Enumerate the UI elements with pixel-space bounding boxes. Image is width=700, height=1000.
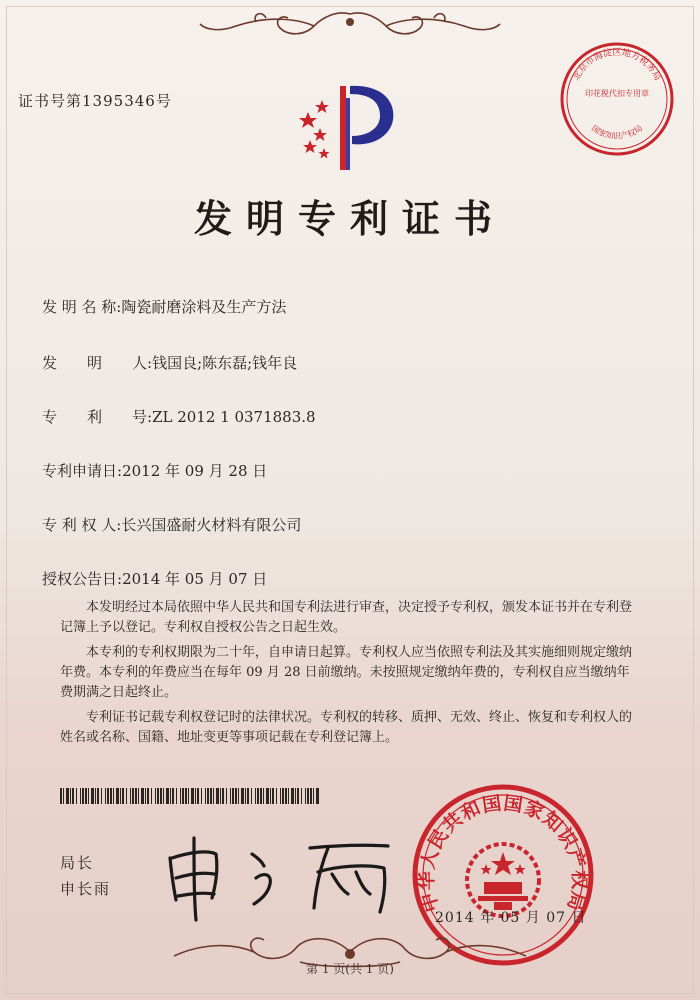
- page-number: 第 1 页(共 1 页): [306, 962, 394, 976]
- field-value: 2012 年 09 月 28 日: [122, 462, 268, 480]
- barcode-bar: [210, 788, 212, 804]
- barcode-bar: [297, 788, 299, 804]
- barcode-bar: [263, 788, 264, 804]
- handwritten-signature: [160, 828, 410, 923]
- barcode-bar: [151, 788, 152, 804]
- barcode-bar: [195, 788, 196, 804]
- barcode-bar: [130, 788, 131, 804]
- field-value: 陶瓷耐磨涂料及生产方法: [121, 298, 287, 316]
- barcode-bar: [307, 788, 309, 804]
- barcode-bar: [285, 788, 287, 804]
- barcode-bar: [226, 788, 227, 804]
- body-paragraph-2: 本专利的专利权期限为二十年，自申请日起算。专利权人应当依照专利法及其实施细则规定缴纳年费。本专利的年费应当在每年 09 月 28 日前缴纳。未按照规定缴纳年费的，专利权自应当缴纳年费期满之日起终止。: [60, 645, 633, 700]
- barcode-bar: [138, 788, 139, 804]
- barcode-bar: [191, 788, 194, 804]
- barcode-bar: [135, 788, 137, 804]
- barcode-bar: [232, 788, 234, 804]
- barcode-bar: [291, 788, 294, 804]
- barcode-bar: [310, 788, 312, 804]
- certificate-number-value: 1395346: [82, 92, 156, 110]
- certificate-title: 发明专利证书: [193, 197, 506, 241]
- certificate-number-label: 证书号第: [18, 92, 83, 110]
- barcode: [60, 788, 320, 804]
- signatory-title: 局长: [60, 854, 95, 872]
- barcode-bar: [305, 788, 306, 804]
- barcode-bar: [95, 788, 96, 804]
- barcode-bar: [66, 788, 69, 804]
- barcode-bar: [82, 788, 84, 804]
- field-patent-number: [42, 406, 316, 427]
- barcode-bar: [176, 788, 177, 804]
- barcode-bar: [101, 788, 102, 804]
- barcode-bar: [163, 788, 164, 804]
- signatory-name: 申长雨: [60, 880, 112, 898]
- barcode-bar: [166, 788, 169, 804]
- field-grant-date: [42, 568, 267, 589]
- barcode-bar: [172, 788, 174, 804]
- certificate-body: [60, 598, 640, 753]
- barcode-bar: [147, 788, 149, 804]
- barcode-bar: [70, 788, 71, 804]
- tax-seal-center-text: 印花税代扣专用章: [585, 89, 649, 98]
- barcode-bar: [110, 788, 112, 804]
- barcode-bar: [282, 788, 284, 804]
- barcode-bar: [160, 788, 162, 804]
- barcode-bar: [238, 788, 239, 804]
- barcode-bar: [105, 788, 106, 804]
- field-label: 专 利 号:: [42, 408, 153, 426]
- patent-office-logo: [288, 78, 408, 174]
- barcode-bar: [220, 788, 221, 804]
- barcode-bar: [91, 788, 94, 804]
- barcode-bar: [157, 788, 159, 804]
- certificate-number-suffix: 号: [155, 92, 172, 110]
- barcode-bar: [132, 788, 134, 804]
- barcode-bar: [230, 788, 231, 804]
- barcode-bar: [116, 788, 119, 804]
- barcode-bar: [247, 788, 249, 804]
- seal-date: 2014 年 05 月 07 日: [435, 910, 587, 926]
- barcode-bar: [85, 788, 87, 804]
- tax-seal-top-text: 北京市海淀区地方税务局: [571, 47, 663, 83]
- barcode-bar: [295, 788, 296, 804]
- barcode-bar: [201, 788, 202, 804]
- field-patentee: [42, 514, 301, 535]
- field-label: 专 利 权 人:: [42, 516, 122, 534]
- tax-seal: [558, 40, 676, 158]
- barcode-bar: [60, 788, 62, 804]
- barcode-bar: [122, 788, 124, 804]
- barcode-bar: [270, 788, 271, 804]
- official-seal-text: 中华人民共和国国家知识产权局: [415, 792, 591, 915]
- barcode-bar: [213, 788, 214, 804]
- field-inventors: [42, 352, 297, 373]
- svg-text:国家知识产权局: [590, 124, 644, 141]
- barcode-bar: [80, 788, 81, 804]
- field-value: 2014 年 05 月 07 日: [122, 570, 268, 588]
- national-emblem-icon: [467, 844, 539, 916]
- barcode-bar: [255, 788, 256, 804]
- barcode-bar: [272, 788, 274, 804]
- barcode-bar: [88, 788, 89, 804]
- barcode-bar: [170, 788, 171, 804]
- barcode-bar: [235, 788, 237, 804]
- barcode-bar: [280, 788, 281, 804]
- barcode-bar: [257, 788, 259, 804]
- field-application-date: [42, 460, 267, 481]
- barcode-bar: [205, 788, 206, 804]
- body-paragraph-1: 本发明经过本局依照中华人民共和国专利法进行审查，决定授予专利权，颁发本证书并在专利登记簿上予以登记。专利权自授权公告之日起生效。: [60, 600, 633, 635]
- field-value: 钱国良;陈东磊;钱年良: [152, 354, 298, 372]
- barcode-bar: [251, 788, 252, 804]
- barcode-bar: [97, 788, 99, 804]
- barcode-bar: [76, 788, 77, 804]
- barcode-bar: [141, 788, 144, 804]
- barcode-bar: [207, 788, 209, 804]
- barcode-bar: [107, 788, 109, 804]
- field-label: 发 明 名 称:: [42, 298, 122, 316]
- barcode-bar: [222, 788, 224, 804]
- body-paragraph-3: 专利证书记载专利权登记时的法律状况。专利权的转移、质押、无效、终止、恢复和专利权人的姓名或名称、国籍、地址变更等事项记载在专利登记簿上。: [60, 710, 633, 745]
- barcode-bar: [216, 788, 219, 804]
- field-value: ZL 2012 1 0371883.8: [152, 408, 316, 426]
- top-ornament: [196, 8, 504, 42]
- field-label: 专利申请日:: [42, 462, 123, 480]
- barcode-bar: [245, 788, 246, 804]
- barcode-bar: [63, 788, 64, 804]
- barcode-bar: [241, 788, 244, 804]
- barcode-bar: [316, 788, 319, 804]
- barcode-bar: [126, 788, 127, 804]
- barcode-bar: [288, 788, 289, 804]
- field-label: 发 明 人:: [42, 354, 153, 372]
- barcode-bar: [185, 788, 187, 804]
- barcode-bar: [188, 788, 189, 804]
- barcode-bar: [72, 788, 74, 804]
- tax-seal-bottom-text: 国家知识产权局: [589, 123, 645, 141]
- barcode-bar: [120, 788, 121, 804]
- certificate-number: [18, 90, 172, 111]
- barcode-bar: [182, 788, 184, 804]
- barcode-bar: [266, 788, 269, 804]
- barcode-bar: [313, 788, 314, 804]
- barcode-bar: [276, 788, 277, 804]
- barcode-bar: [197, 788, 199, 804]
- barcode-bar: [260, 788, 262, 804]
- barcode-bar: [301, 788, 302, 804]
- barcode-bar: [113, 788, 114, 804]
- barcode-bar: [145, 788, 146, 804]
- barcode-bar: [180, 788, 181, 804]
- field-invention-name: [42, 296, 286, 317]
- field-label: 授权公告日:: [42, 570, 123, 588]
- barcode-bar: [155, 788, 156, 804]
- svg-text:北京市海淀区地方税务局: [570, 46, 663, 82]
- field-value: 长兴国盛耐火材料有限公司: [121, 516, 302, 534]
